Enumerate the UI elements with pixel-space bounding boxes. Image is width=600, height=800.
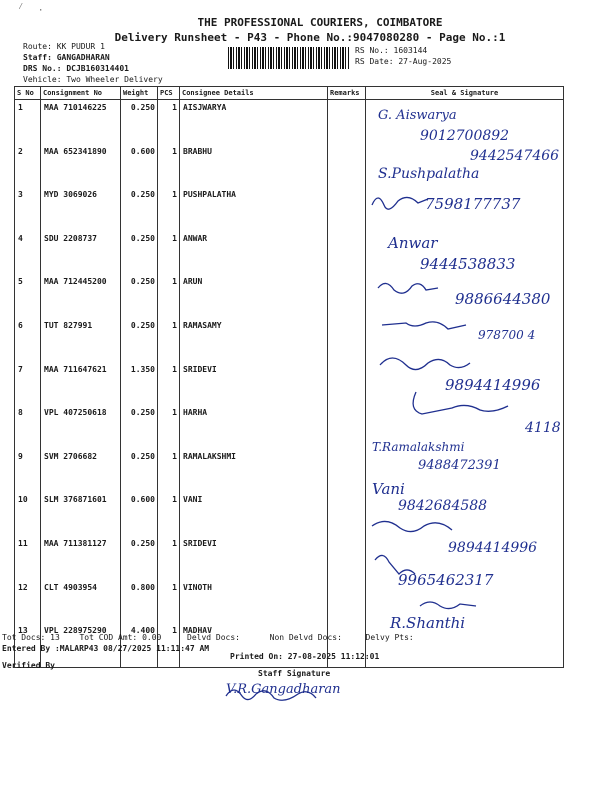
delvd-docs: Delvd Docs: [187,633,240,642]
vehicle-label: Vehicle: Two Wheeler Delivery [23,75,163,84]
consignee-cell: SRIDEVI [180,362,328,406]
sno-cell: 3 [15,187,41,231]
consignment-cell: MAA 711647621 [41,362,121,406]
weight-cell: 4.400 [121,623,158,667]
consignment-cell: TUT 827991 [41,318,121,362]
pcs-cell: 1 [158,231,180,275]
weight-cell: 0.250 [121,231,158,275]
handwritten-phone: 9488472391 [418,458,501,473]
sno-cell: 8 [15,405,41,449]
sno-cell: 13 [15,623,41,667]
tot-docs: Tot Docs: 13 [2,633,60,642]
scribble-sign-4 [372,197,428,209]
handwritten-signature: G. Aiswarya [378,108,457,123]
pcs-cell: 1 [158,405,180,449]
staff-signature-label: Staff Signature [258,669,331,678]
pcs-cell: 1 [158,318,180,362]
handwritten-phone: 9965462317 [398,571,494,589]
consignee-cell: PUSHPALATHA [180,187,328,231]
handwritten-phone: 9012700892 [420,128,510,144]
staff-signature: V.R.Gangadharan [226,682,341,697]
consignment-cell: MAA 711381127 [41,536,121,580]
weight-cell: 0.250 [121,100,158,144]
scan-mark: · [38,6,44,16]
scribble-sign-11 [372,521,452,531]
sno-cell: 4 [15,231,41,275]
consignment-cell: MYD 3069026 [41,187,121,231]
runsheet-subtitle: Delivery Runsheet - P43 - Phone No.:9047080280 - Page No.:1 [114,31,506,44]
handwritten-phone: 9842684588 [398,498,488,514]
consignment-cell: VPL 407250618 [41,405,121,449]
scribble-sign-8 [380,358,470,370]
consignment-cell: SVM 2706682 [41,449,121,493]
handwritten-phone: 9442547466 [470,148,560,164]
pcs-cell: 1 [158,623,180,667]
staff-label: Staff: GANGADHARAN [23,53,110,62]
weight-cell: 0.250 [121,449,158,493]
consignee-cell: VANI [180,492,328,536]
col-signature: Seal & Signature [366,87,564,100]
scribble-sign-13 [420,602,476,609]
entered-by: Entered By :MALARP43 08/27/2025 11:11:47 AM [2,644,210,653]
handwritten-phone: 7598177737 [425,195,521,213]
weight-cell: 0.250 [121,274,158,318]
sno-cell: 9 [15,449,41,493]
weight-cell: 1.350 [121,362,158,406]
pcs-cell: 1 [158,492,180,536]
pcs-cell: 1 [158,580,180,624]
handwritten-phone: 978700 4 [478,328,536,342]
pcs-cell: 1 [158,362,180,406]
handwritten-phone: 9894414996 [448,540,538,556]
rs-number: RS No.: 1603144 [355,46,428,55]
consignee-cell: SRIDEVI [180,536,328,580]
sno-cell: 7 [15,362,41,406]
consignee-cell: MADHAV [180,623,328,667]
drs-label: DRS No.: DCJB160314401 [23,64,129,73]
scribble-sign-12 [375,555,415,574]
consignment-cell: MAA 652341890 [41,144,121,188]
verified-by: Verified By [2,661,55,670]
consignment-cell: SDU 2208737 [41,231,121,275]
col-remarks: Remarks [328,87,366,100]
col-weight: Weight [121,87,158,100]
weight-cell: 0.250 [121,187,158,231]
pcs-cell: 1 [158,100,180,144]
non-delvd-docs: Non Delvd Docs: [269,633,342,642]
delvy-pts: Delvy Pts: [365,633,414,642]
pcs-cell: 1 [158,449,180,493]
footer-summary [2,632,414,643]
sno-cell: 6 [15,318,41,362]
handwritten-phone: 9444538833 [420,255,516,273]
scribble-sign-6 [378,283,438,293]
weight-cell: 0.800 [121,580,158,624]
scan-mark: ⁄ [18,2,24,12]
consignment-cell: MAA 712445200 [41,274,121,318]
consignment-cell: MAA 710146225 [41,100,121,144]
sno-cell: 10 [15,492,41,536]
col-consignee: Consignee Details [180,87,328,100]
handwritten-signature: R.Shanthi [390,614,466,632]
sno-cell: 1 [15,100,41,144]
consignee-cell: RAMALAKSHMI [180,449,328,493]
weight-cell: 0.250 [121,536,158,580]
company-title: THE PROFESSIONAL COURIERS, COIMBATORE [197,16,443,29]
sno-cell: 5 [15,274,41,318]
rs-date: RS Date: 27-Aug-2025 [355,57,452,66]
pcs-cell: 1 [158,536,180,580]
consignee-cell: ARUN [180,274,328,318]
sno-cell: 11 [15,536,41,580]
handwritten-note: 4118 [525,420,561,436]
col-sno: S No [15,87,41,100]
weight-cell: 0.250 [121,405,158,449]
consignment-cell: CLT 4903954 [41,580,121,624]
pcs-cell: 1 [158,274,180,318]
tot-cod: Tot COD Amt: 0.00 [79,633,162,642]
consignee-cell: VINOTH [180,580,328,624]
scribble-sign-7 [382,322,466,329]
handwritten-signature: Vani [372,480,405,498]
col-pcs: PCS [158,87,180,100]
consignee-cell: RAMASAMY [180,318,328,362]
handwritten-signature: T.Ramalakshmi [372,440,465,454]
consignment-cell: SLM 376871601 [41,492,121,536]
handwritten-signature: S.Pushpalatha [378,166,480,182]
weight-cell: 0.600 [121,144,158,188]
route-label: Route: KK PUDUR 1 [23,42,105,51]
sno-cell: 12 [15,580,41,624]
consignment-cell: VPL 228975290 [41,623,121,667]
scribble-sign-9 [413,392,508,414]
printed-on: Printed On: 27-08-2025 11:12:01 [230,652,380,661]
consignee-cell: BRABHU [180,144,328,188]
consignee-cell: HARHA [180,405,328,449]
consignee-cell: ANWAR [180,231,328,275]
handwritten-signature: Anwar [388,234,438,252]
handwritten-phone: 9886644380 [455,290,551,308]
weight-cell: 0.250 [121,318,158,362]
handwritten-phone: 9894414996 [445,376,541,394]
pcs-cell: 1 [158,187,180,231]
sno-cell: 2 [15,144,41,188]
consignee-cell: AISJWARYA [180,100,328,144]
col-consignment: Consignment No [41,87,121,100]
pcs-cell: 1 [158,144,180,188]
weight-cell: 0.600 [121,492,158,536]
